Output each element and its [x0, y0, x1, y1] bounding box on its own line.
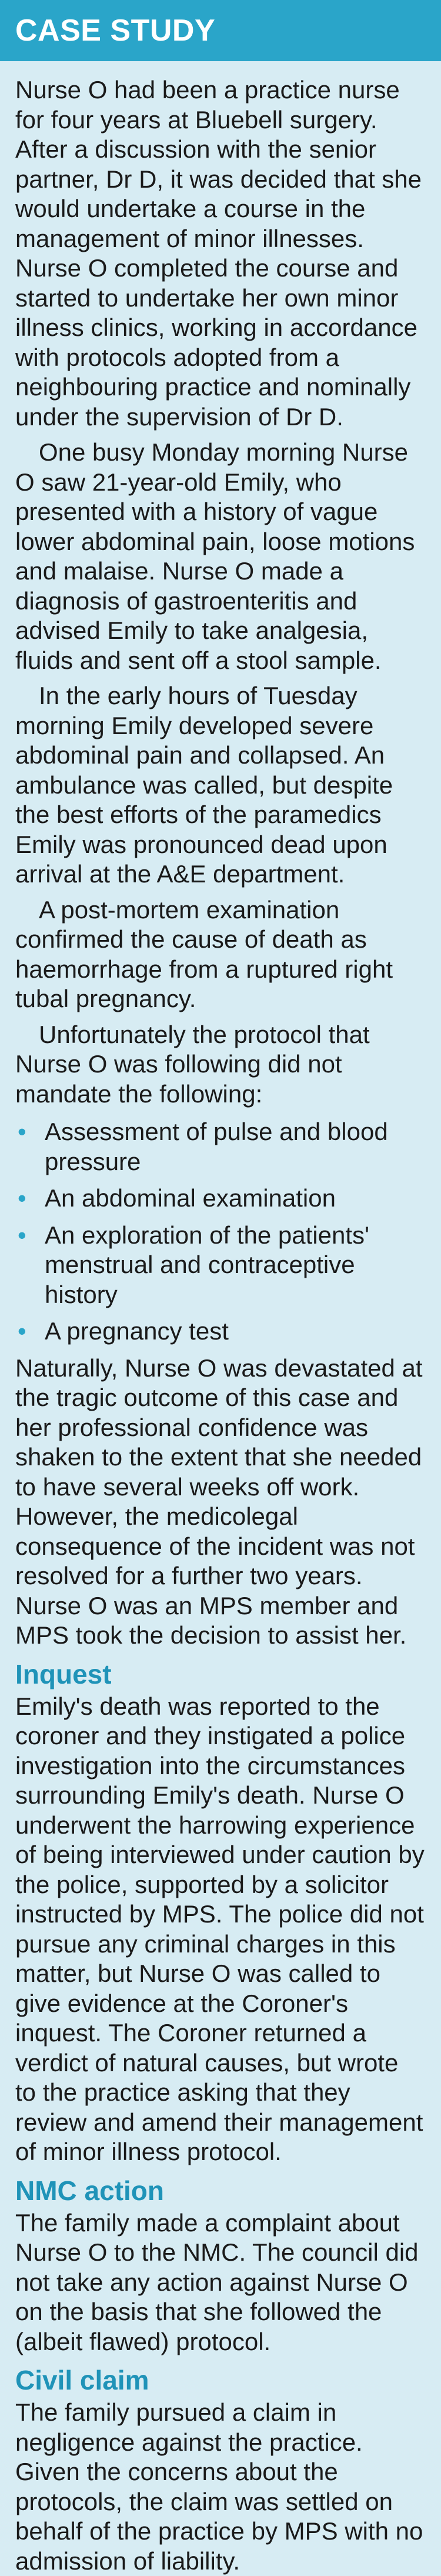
protocol-paragraph: Unfortunately the protocol that Nurse O was following did not mandate the following:	[15, 1020, 370, 1108]
list-item-text: A pregnancy test	[45, 1317, 229, 1345]
outcome-paragraph: Naturally, Nurse O was devastated at the tragic outcome of this case and her professional confidence was shaken to the extent that she needed to have several weeks off work. However, the medicolegal consequence of the incident was not resolved for a further two years. Nurse O was an MPS member and MPS took the decision to assist her.	[15, 1354, 423, 1649]
case-study-header	[0, 0, 441, 61]
case-study-body	[0, 61, 441, 2576]
list-item-text: An abdominal examination	[45, 1184, 336, 1212]
nmc-action-heading: NMC action	[15, 2175, 164, 2206]
bullet-icon: •	[18, 1317, 26, 1345]
bullet-icon: •	[18, 1118, 26, 1145]
bullet-icon: •	[18, 1221, 26, 1249]
intro-paragraph: Nurse O had been a practice nurse for four years at Bluebell surgery. After a discussion with the senior partner, Dr D, it was decided that she would undertake a course in the management of minor illnesses. Nurse O completed the course and started to undertake her own minor illness clinics, working in accordance with protocols adopted from a neighbouring practice and nominally under the supervision of Dr D.	[15, 76, 422, 431]
list-item	[15, 1317, 426, 1347]
case-study-title: CASE STUDY	[15, 14, 216, 48]
presentation-paragraph: One busy Monday morning Nurse O saw 21-year-old Emily, who presented with a history of vague lower abdominal pain, loose motions and malaise. Nurse O made a diagnosis of gastroenteritis and advised Emily to take analgesia, fluids and sent off a stool sample.	[15, 438, 415, 674]
list-item	[15, 1184, 426, 1214]
protocol-omissions-list	[15, 1117, 426, 1347]
list-item	[15, 1117, 426, 1177]
list-item	[15, 1221, 426, 1310]
civil-claim-heading: Civil claim	[15, 2365, 149, 2395]
collapse-paragraph: In the early hours of Tuesday morning Emily developed severe abdominal pain and collapsed. An ambulance was called, but despite the best efforts of the paramedics Emily was pronounced dead upon arrival at the A&E department.	[15, 682, 393, 888]
post-mortem-paragraph: A post-mortem examination confirmed the cause of death as haemorrhage from a ruptured right tubal pregnancy.	[15, 895, 393, 1012]
list-item-text: Assessment of pulse and blood pressure	[45, 1118, 388, 1175]
civil-claim-paragraph: The family pursued a claim in negligence against the practice. Given the concerns about the protocols, the claim was settled on behalf of the practice by MPS with no admission of liability.	[15, 2398, 423, 2575]
bullet-icon: •	[18, 1184, 26, 1212]
inquest-heading: Inquest	[15, 1658, 112, 1689]
list-item-text: An exploration of the patients' menstrual and contraceptive history	[45, 1221, 370, 1308]
nmc-action-paragraph: The family made a complaint about Nurse O to the NMC. The council did not take any action against Nurse O on the basis that she followed the (albeit flawed) protocol.	[15, 2208, 419, 2355]
inquest-paragraph: Emily's death was reported to the coroner and they instigated a police investigation into the circumstances surrounding Emily's death. Nurse O underwent the harrowing experience of being interviewed under caution by the police, supported by a solicitor instructed by MPS. The police did not pursue any criminal charges in this matter, but Nurse O was called to give evidence at the Coroner's inquest. The Coroner returned a verdict of natural causes, but wrote to the practice asking that they review and amend their management of minor illness protocol.	[15, 1692, 425, 2165]
